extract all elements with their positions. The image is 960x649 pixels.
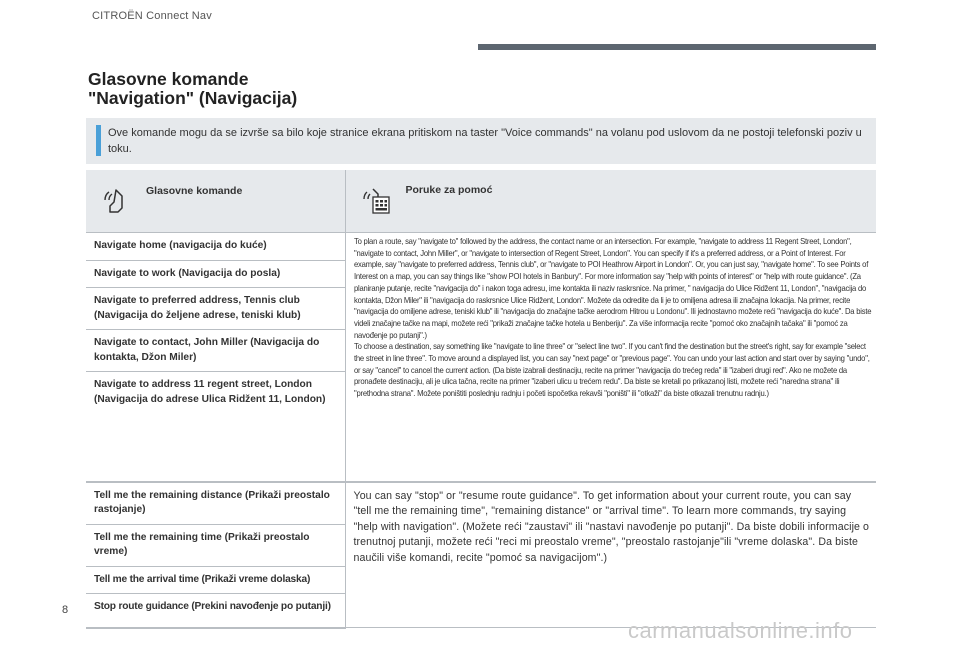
command-cell: Navigate to work (Navigacija do posla) bbox=[86, 260, 345, 288]
table-header-row bbox=[86, 170, 876, 233]
header-commands-label: Glasovne komande bbox=[146, 185, 243, 197]
header-commands-cell bbox=[86, 170, 345, 233]
help-cell-navigation bbox=[345, 233, 876, 482]
command-cell: Tell me the arrival time (Prikaži vreme dolaska) bbox=[86, 566, 345, 594]
header-help-label: Poruke za pomoć bbox=[405, 184, 493, 196]
info-accent-icon bbox=[96, 127, 101, 156]
voice-help-screen-icon bbox=[360, 184, 392, 216]
header-brand: CITROËN Connect Nav bbox=[92, 10, 212, 22]
title-line-2: "Navigation" (Navigacija) bbox=[88, 88, 298, 108]
help-text-selection: To choose a destination, say something like "navigate to line three" or "select line two". If you can't find the destination but the street's right, say for example "select the street in line three". To move around a displayed list, you can say "next page" or "previous page". You can undo your last action and start over by saying "undo", or say "cancel" to cancel the current action. (Da biste izabrali destinaciju, recite na primer "navigacija do trećeg reda" ili "izaberi drugi red". Ako ne možete da pronađete destinaciju, ali je ulica tačna, recite na primer "izaberi ulicu u trećem redu". Da biste se kretali po prikazanoj listi, možete reći "naredna strana" ili "prethodna strana". Možete poništiti poslednju radnju i početi ispočetka rekavši "poništi" ili "otkaži" da biste otkazali trenutnu radnju.) bbox=[353, 342, 870, 399]
help-cell-route bbox=[345, 482, 876, 628]
table-row bbox=[86, 482, 876, 525]
note-text: Ove komande mogu da se izvrše sa bilo koje stranice ekrana pritiskom na taster "Voice commands" na volanu pod uslovom da ne postoji telefonski poziv u toku. bbox=[108, 127, 862, 155]
command-cell: Tell me the remaining distance (Prikaži preostalo rastojanje) bbox=[86, 482, 345, 525]
help-text-route: You can say "stop" or "resume route guidance". To get information about your current route, you can say "tell me the remaining time", "remaining distance" or "arrival time". To learn more commands, try saying "help with navigation". (Možete reći "zaustavi" ili "nastavi navođenje po putanji". Da biste dobili informacije o trenutnoj putanji, možete reći "reci mi preostalo vreme", "preostalo rastojanje"ili "vreme dolaska". Da biste naučili više komandi, recite "pomoć sa navigacijom".) bbox=[353, 489, 870, 564]
command-cell: Tell me the remaining time (Prikaži preostalo vreme) bbox=[86, 524, 345, 566]
voice-commands-table bbox=[86, 170, 876, 629]
page-title bbox=[88, 70, 297, 108]
command-cell: Stop route guidance (Prekini navođenje po putanji) bbox=[86, 594, 345, 628]
command-cell: Navigate home (navigacija do kuće) bbox=[86, 233, 345, 261]
command-cell: Navigate to preferred address, Tennis club (Navigacija do željene adrese, teniski klub) bbox=[86, 288, 345, 330]
table-row bbox=[86, 233, 876, 261]
header-bar bbox=[478, 44, 876, 50]
note-box bbox=[86, 118, 876, 164]
command-cell: Navigate to address 11 regent street, London (Navigacija do adrese Ulica Ridžent 11, London) bbox=[86, 372, 345, 482]
page-number: 8 bbox=[62, 604, 69, 616]
title-line-1: Glasovne komande bbox=[88, 69, 249, 89]
header-help-cell bbox=[345, 170, 876, 233]
watermark: carmanualsonline.info bbox=[628, 618, 853, 643]
voice-command-icon bbox=[100, 184, 132, 216]
help-text-navigation: To plan a route, say "navigate to" followed by the address, the contact name or an intersection. For example, "navigate to address 11 Regent Street, London", "navigate to contact, John Miller", or "navigate to intersection of Regent Street, London". You can specify if it's a preferred address, or a Point of Interest. For example, say "navigate to preferred address, Tennis club", or "navigate to POI Heathrow Airport in London". Or, you can just say, "navigate home". To see Points of Interest on a map, you can say things like "show POI hotels in Banbury". For more information say "help with points of interest" or "help with route guidance". (Za planiranje putanje, recite "navigacija do" i nakon toga adresu, ime kontakta ili naziv raskrsnice. Na primer, " navigacija do Ulice Ridžent 11, London", "navigacija do kontakta, Džon Miler" ili "navigacija do raskrsnice Ulice Ridžent, London". Možete da odredite da li je to omiljena adresa ili značajna lokacija. Na primer, recite "navigacija do omiljene adrese, teniski klub" ili "navigacija do značajne tačke aerodrom Hitrou u Londonu". Ili jednostavno možete reći "navigacija do kuće". Da biste videli značajne tačke na mapi, možete reći "prikaži značajne tačke hotela u Benberiju". Za više informacija recite "pomoć oko značajnih tačaka" ili "pomoć za navođenje po putanji".) bbox=[353, 237, 871, 340]
command-cell: Navigate to contact, John Miller (Navigacija do kontakta, Džon Miler) bbox=[86, 330, 345, 372]
